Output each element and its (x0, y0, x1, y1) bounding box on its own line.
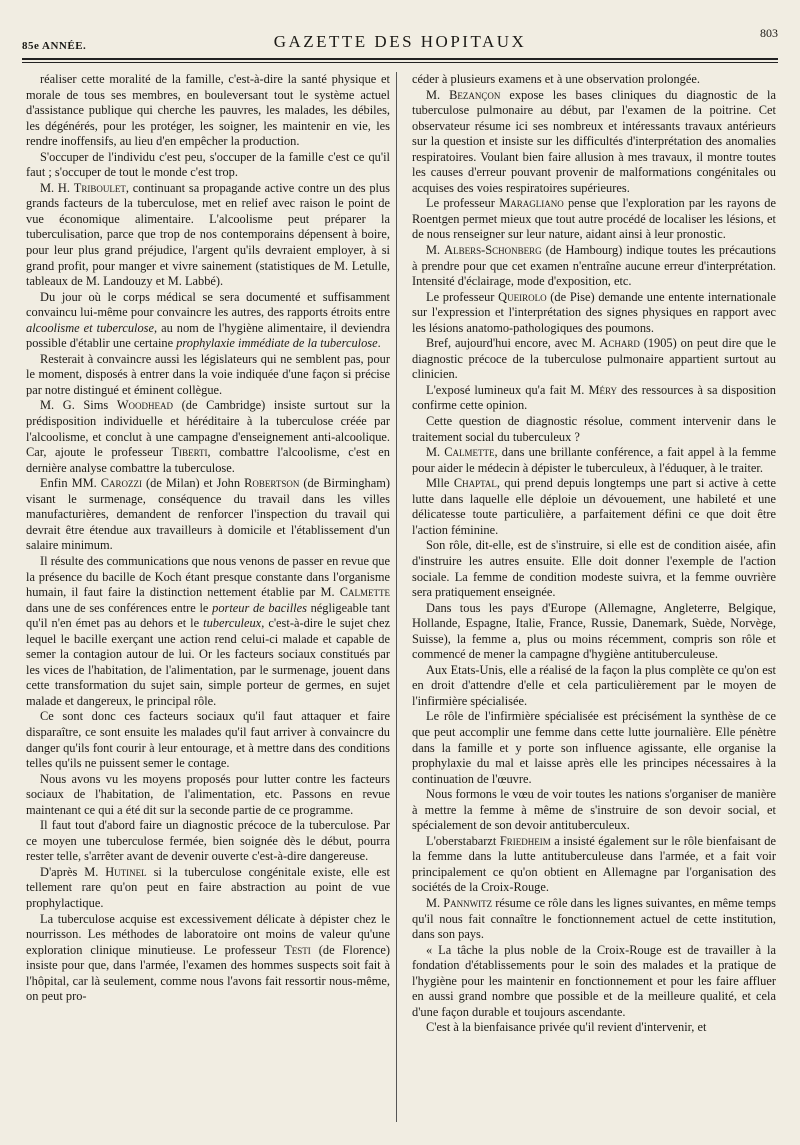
author-name: Testi (284, 942, 311, 957)
header-rule-thin (22, 62, 778, 63)
paragraph: Le professeur Maragliano pense que l'exploration par les rayons de Roentgen permet mieux que tout autre procédé de localiser les lésions, et de nous renseigner sur leur nature, aidant ainsi à leur pronostic. (412, 196, 776, 242)
paragraph: L'exposé lumineux qu'a fait M. Méry des ressources à sa disposition confirme cette opinion. (412, 382, 777, 413)
author-name: Albers-Schonberg (444, 243, 542, 258)
paragraph: S'occuper de l'individu c'est peu, s'occuper de la famille c'est ce qu'il faut ; s'occuper de tout le monde c'est trop. (26, 149, 390, 180)
paragraph: M. H. Triboulet, continuant sa propagande active contre un des plus grands facteurs de la tuberculose, met en relief avec raison le point de vue économique alimentaire. L'alcoolisme peut préparer la tuberculisation, parce que trop de nos contemporains dépensent à boire, pour leur plus grand préjudice, l'argent qu'ils devraient employer, à si grand profit, pour manger et vivre sainement (statistiques de M. Letulle, tableaux de M. Landouzy et M. Labbé). (26, 180, 391, 289)
author-name: Hutinel (105, 864, 147, 879)
header-rule-thick (22, 58, 778, 60)
author-name: Chaptal (453, 476, 497, 491)
paragraph: Bref, aujourd'hui encore, avec M. Achard (1905) on peut dire que le diagnostic précoce de la tuberculose pulmonaire appartient surtout au clinicien. (412, 336, 776, 382)
left-column (26, 72, 390, 1005)
author-name: Maragliano (499, 196, 564, 211)
paragraph: Le rôle de l'infirmière spécialisée est précisément la synthèse de ce que peut accomplir une femme dans cette lutte journalière. Elle pénètre dans la famille et y porte son influence agissante, elle organise la prophylaxie du mal et laisse après elle les principes nécessaires à la continuation de l'œuvre. (412, 709, 776, 786)
paragraph: M. Albers-Schonberg (de Hambourg) indique toutes les précautions à prendre pour que cet examen n'entraîne aucune erreur d'interprétation. Intensité d'éclairage, mode d'exposition, etc. (412, 243, 776, 289)
paragraph: M. Calmette, dans une brillante conférence, a fait appel à la femme pour aider le médecin à dépister le tuberculeux, à l'éduquer, à le traiter. (412, 445, 776, 475)
author-name: Méry (588, 382, 617, 397)
paragraph: La tuberculose acquise est excessivement délicate à dépister chez le nourrisson. Les méthodes de laboratoire ont moins de valeur qu'une exploration clinique minutieuse. Le professeur Testi (de Florence) insiste pour que, dans l'armée, l'examen des hommes suspects soit fait à l'hôpital, car là seulement, comme nous l'avons fait ressortir nous-même, on peut pro- (26, 911, 390, 1004)
author-name: Friedheim (499, 833, 551, 848)
author-name: Pannwitz (443, 895, 493, 910)
paragraph: D'après M. Hutinel si la tuberculose congénitale existe, elle est tellement rare qu'on peut en faire abstraction au point de vue prophylactique. (26, 864, 390, 910)
paragraph: Il résulte des communications que nous venons de passer en revue que la présence du bacille de Koch étant presque constante dans l'organisme humain, il faut faire la distinction nettement établie par M. Calmette dans une de ses conférences entre le porteur de bacilles négligeable tant qu'il n'en émet pas au dehors et le tuberculeux, c'est-à-dire le sujet chez lequel le bacille exerçant une action rend celui-ci malade et capable de semer la contagion autour de lui. Or les facteurs sociaux constitués par les vices de l'habitation, de l'alimentation, par le surmenage, jouent dans cette transformation du sujet sain, simple porteur de germes, en sujet malade et dangereux, le principal rôle. (26, 553, 390, 708)
edition-label: 85e ANNÉE. (22, 40, 87, 52)
column-divider (396, 72, 397, 1122)
paragraph: M. Pannwitz résume ce rôle dans les lignes suivantes, en même temps qu'il nous fait connaître le fonctionnement actuel de cette institution, dans son pays. (412, 895, 776, 942)
author-name: Woodhead (116, 398, 174, 413)
paragraph: céder à plusieurs examens et à une observation prolongée. (412, 72, 700, 86)
page-header (22, 22, 778, 56)
author-name: Triboulet (73, 180, 126, 195)
paragraph: Le professeur Queirolo (de Pise) demande une entente internationale sur l'expression et l'interprétation des signes physiques en rapport avec les lésions anatomo-pathologiques des poumons. (412, 289, 776, 335)
paragraph: Mlle Chaptal, qui prend depuis longtemps une part si active à cette lutte dans laquelle elle déploie un dévouement, une habileté et une délicatesse toute particulière, a parfaitement défini ce que doit être l'action féminine. (412, 476, 777, 537)
paragraph: Dans tous les pays d'Europe (Allemagne, Angleterre, Belgique, Hollande, Espagne, Italie, France, Russie, Danemark, Suède, Norvège, Suisse), la femme a, plus ou moins récemment, compris son rôle et commencé de mener la campagne d'hygiène antituberculeuse. (412, 600, 776, 662)
page-number: 803 (760, 26, 778, 40)
paragraph: M. Bezançon expose les bases cliniques du diagnostic de la tuberculose pulmonaire au début, par l'examen de la poitrine. Cet observateur résume ici ses nombreux et intéressants travaux antérieurs sur la question et insiste sur les difficultés d'interprétation des anomalies respiratoires. Voulant bien faire allusion à mes travaux, il montre toutes les causes d'erreur pouvant provenir de malformations congénitales ou acquises des voies respiratoires supérieures. (412, 87, 776, 195)
paragraph: Nous formons le vœu de voir toutes les nations s'organiser de manière à mettre la femme à même de s'instruire de son devoir social, et spécialement de son devoir antituberculeux. (412, 787, 776, 833)
paragraph: Cette question de diagnostic résolue, comment intervenir dans le traitement social du tuberculeux ? (412, 414, 776, 444)
author-name: Robertson (244, 476, 300, 491)
paragraph: M. G. Sims Woodhead (de Cambridge) insiste surtout sur la prédisposition individuelle et héréditaire à la tuberculose créée par l'alcoolisme, et conclut à une campagne d'enseignement anti-alcoolique. Car, ajoute le professeur Tiberti, combattre l'alcoolisme, c'est en dernière analyse combattre la tuberculose. (26, 398, 390, 475)
paragraph: Du jour où le corps médical se sera documenté et suffisamment convaincu lui-même pour convaincre les autres, des rapports étroits entre alcoolisme et tuberculose, au nom de l'hygiène alimentaire, il deviendra possible d'établir une certaine prophylaxie immédiate de la tuberculose. (26, 289, 390, 351)
paragraph: Enfin MM. Carozzi (de Milan) et John Robertson (de Birmingham) visant le surmenage, conséquence du travail dans les villes manufacturières, demandent de renforcer l'inspection du travail qui devrait être étendue aux travailleurs à domicile et l'établissement d'un salaire minimum. (26, 476, 391, 553)
paragraph: Il faut tout d'abord faire un diagnostic précoce de la tuberculose. Par ce moyen une tuberculose fermée, bien soignée dès le début, pourra rester telle, s'arrêter avant de devenir ouverte c'est-à-dire dangereuse. (26, 818, 390, 864)
paragraph: Son rôle, dit-elle, est de s'instruire, si elle est de condition aisée, afin d'instruire les autres ensuite. Elle doit donner l'exemple de l'action sociale. La femme de condition modeste suivra, et la femme ouvrière sera pratiquement enseignée. (412, 538, 776, 600)
paragraph: L'oberstabarzt Friedheim a insisté également sur le rôle bienfaisant de la femme dans la lutte antituberculeuse dans l'armée, et a fait voir principalement ce qu'on obtient en Allemagne par l'organisation des sociétés de la Croix-Rouge. (412, 833, 776, 895)
paragraph: Ce sont donc ces facteurs sociaux qu'il faut attaquer et faire disparaître, ce sont ensuite les malades qu'il faut arriver à convaincre du danger qu'ils font courir à leur entourage, et à mettre dans des conditions telles qu'ils ne puissent semer le contage. (26, 709, 390, 771)
author-name: Calmette (444, 445, 495, 460)
paragraph: « La tâche la plus noble de la Croix-Rouge est de travailler à la fondation d'établissements pour le soin des malades et la pratique de l'hygiène pour les maintenir en fonctionnement et pour les faire affluer en aussi grand nombre que possible et de la meilleure qualité, et cela d'une façon durable et toujours ascendante. (412, 942, 776, 1019)
author-name: Tiberti (171, 445, 208, 460)
paragraph: Nous avons vu les moyens proposés pour lutter contre les facteurs sociaux de l'habitation, de l'alimentation, etc. Passons en revue maintenant ce qui a été dit sur la seconde partie de ce programme. (26, 771, 390, 817)
author-name: Bezançon (449, 87, 501, 102)
author-name: Calmette (339, 585, 390, 600)
paragraph: Aux Etats-Unis, elle a réalisé de la façon la plus complète ce qu'on est en droit d'attendre d'elle et cela particulièrement par le moyen de l'infirmière spécialisée. (412, 662, 776, 708)
journal-title: GAZETTE DES HOPITAUX (273, 32, 527, 51)
paragraph: réaliser cette moralité de la famille, c'est-à-dire la santé physique et morale de tous ses membres, en bouleversant tout le système actuel d'assistance publique qui cherche les pauvres, les malades, les débiles, les dégénérés, pour les protéger, les soigner, les maintenir en vie, les rendre inoffensifs, au lieu d'en empêcher la production. (26, 72, 390, 149)
paragraph: C'est à la bienfaisance privée qu'il revient d'intervenir, et (426, 1020, 707, 1035)
paragraph: Resterait à convaincre aussi les législateurs qui ne semblent pas, pour le moment, disposés à entrer dans la voie indiquée d'une façon si précise par notre distingué et éminent collègue. (26, 351, 390, 397)
author-name: Carozzi (100, 476, 143, 491)
right-column (412, 72, 776, 1036)
author-name: Queirolo (498, 289, 547, 304)
author-name: Achard (599, 336, 640, 351)
